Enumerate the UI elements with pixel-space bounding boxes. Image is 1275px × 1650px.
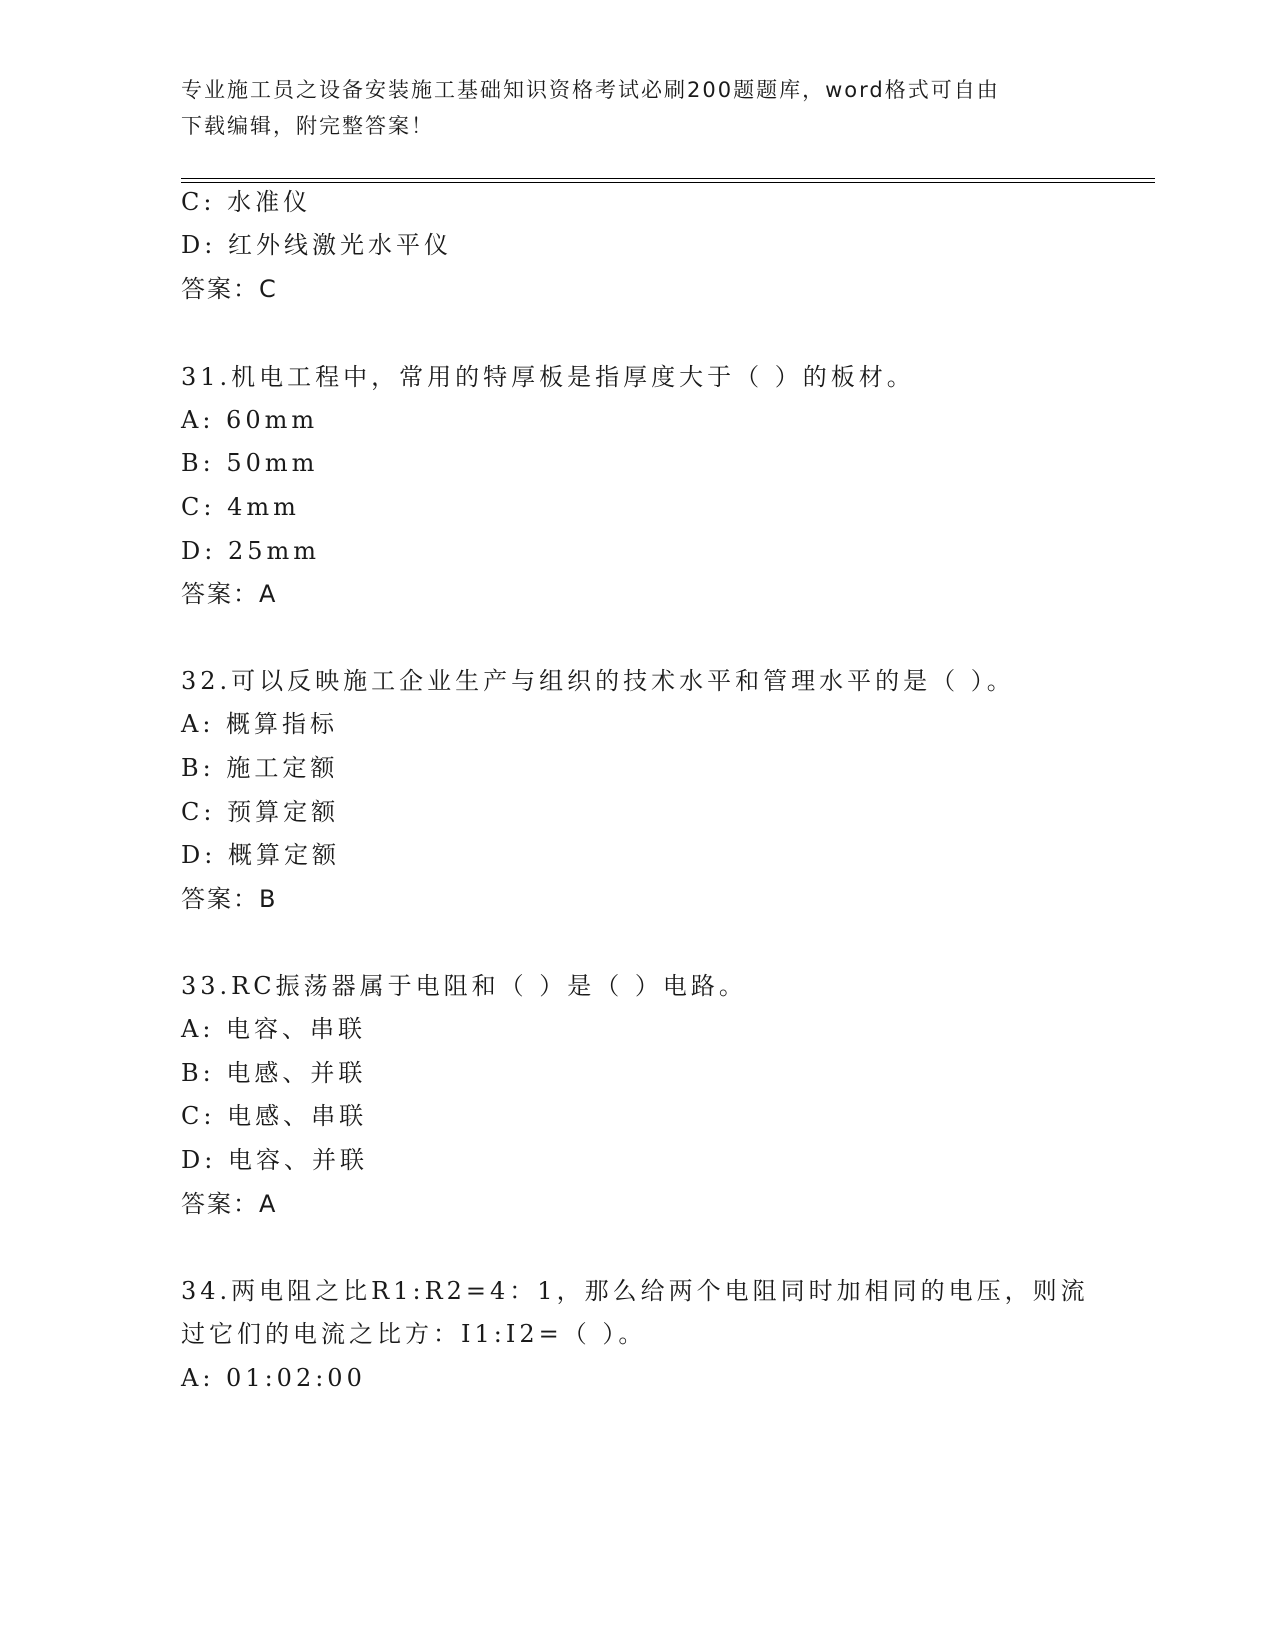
q32-question: 32.可以反映施工企业生产与组织的技术水平和管理水平的是（ ）。: [181, 667, 1015, 695]
q33-answer: 答案：A: [181, 1190, 278, 1218]
header-divider-bottom: [181, 182, 1155, 183]
header-line-2: 下载编辑，附完整答案！: [181, 114, 434, 138]
q32-option-a: A: 概算指标: [181, 710, 339, 738]
header-divider-top: [181, 178, 1155, 179]
q33-question: 33.RC振荡器属于电阻和（ ）是（ ）电路。: [181, 972, 747, 1000]
q31-option-c: C: 4mm: [181, 493, 300, 521]
q33-option-c: C: 电感、串联: [181, 1102, 368, 1130]
q31-question: 31.机电工程中，常用的特厚板是指厚度大于（ ）的板材。: [181, 363, 915, 391]
q30-answer: 答案：C: [181, 275, 278, 303]
q33-option-b: B: 电感、并联: [181, 1059, 367, 1087]
q30-option-c: C: 水准仪: [181, 188, 312, 216]
q31-option-a: A: 60mm: [181, 406, 319, 434]
document-header: [181, 72, 1061, 144]
q34-option-a: A: 01:02:00: [181, 1364, 366, 1392]
q32-option-c: C: 预算定额: [181, 798, 340, 826]
q31-option-b: B: 50mm: [181, 449, 319, 477]
q30-option-d: D: 红外线激光水平仪: [181, 231, 452, 259]
q33-option-d: D: 电容、并联: [181, 1146, 368, 1174]
q32-option-b: B: 施工定额: [181, 754, 339, 782]
q34-question-line-2: 过它们的电流之比方：I1:I2=（ ）。: [181, 1320, 647, 1348]
header-line-1: 专业施工员之设备安装施工基础知识资格考试必刷200题题库，word格式可自由: [181, 78, 1000, 102]
q33-option-a: A: 电容、串联: [181, 1015, 367, 1043]
q31-option-d: D: 25mm: [181, 537, 321, 565]
q31-answer: 答案：A: [181, 580, 278, 608]
q34-question-line-1: 34.两电阻之比R1:R2=4：1，那么给两个电阻同时加相同的电压，则流: [181, 1277, 1089, 1305]
q32-answer: 答案：B: [181, 885, 278, 913]
q32-option-d: D: 概算定额: [181, 841, 340, 869]
